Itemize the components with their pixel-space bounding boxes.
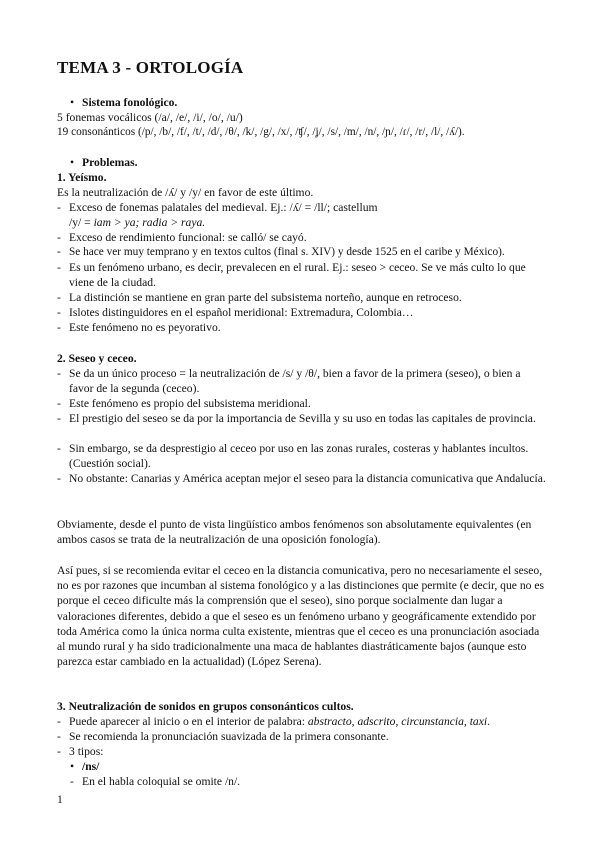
list-item: - La distinción se mantiene en gran parte del subsistema norteño, aunque en retroceso. (57, 291, 462, 304)
list-item: - 3 tipos: (57, 745, 104, 758)
list-item: - Este fenómeno es propio del subsistema meridional. (57, 397, 311, 410)
bullet-icon: • (70, 156, 75, 169)
list-item: - Exceso de rendimiento funcional: se calló/ se cayó. (57, 231, 307, 244)
dash-icon: - (57, 367, 61, 380)
dash-icon: - (57, 201, 61, 214)
list-item: - Puede aparecer al inicio o en el interior de palabra: abstracto, adscrito, circunstancia, taxi. (57, 715, 491, 728)
list-item: - Este fenómeno no es peyorativo. (57, 321, 221, 334)
list-item: - Exceso de fonemas palatales del medieval. Ej.: /ʎ/ = /ll/; castellum (57, 201, 378, 214)
vowel-phonemes-line: 5 fonemas vocálicos (/a/, /e/, /i/, /o/, /u/) (57, 111, 243, 124)
subsection-heading-seseo: 2. Seseo y ceceo. (57, 352, 137, 365)
list-item: - Sin embargo, se da desprestigio al ceceo por uso en las zonas rurales, costeras y hablantes incultos. (Cuestión social). (57, 442, 529, 471)
section-heading-problemas: Problemas. (82, 156, 138, 169)
list-item: - En el habla coloquial se omite /n/. (70, 775, 241, 788)
dash-icon: - (57, 730, 61, 743)
paragraph: Así pues, si se recomienda evitar el ceceo en la distancia comunicativa, pero no necesariamente el seseo, no es por razones que incumban al sistema fonológico y a las distinciones que permite (e decir, que no es porque el ceceo dificulte más la comprensión que el seseo), sino porque socialmente dan lugar a valoraciones diferentes, debido a que el seseo es un fenómeno urbano y geográficamente extendido por toda América como la única norma culta existente, mientras que el ceceo es una pronunciación asociada al mundo rural y ha sido tradicionalmente una maca de hablantes diastráticamente bajos (aunque esto parezca estar cambiado en la actualidad) (López Serena). (57, 564, 544, 669)
list-item: - Se hace ver muy temprano y en textos cultos (final s. XIV) y desde 1525 en el caribe y México). (57, 245, 547, 260)
list-item-sub: /y/ = iam > ya; radia > raya. (69, 216, 206, 229)
sub-heading-ns: /ns/ (82, 760, 100, 773)
dash-icon: - (57, 397, 61, 410)
consonant-phonemes-line: 19 consonánticos (/p/, /b/, /f/, /t/, /d/, /θ/, /k/, /g/, /x/, /ʧ/, /ʝ/, /s/, /m/, /n/, /ɲ/, /ɾ/, /r/, /l/, /ʎ/). (57, 126, 465, 138)
section-heading-sistema: Sistema fonológico. (82, 96, 178, 109)
page-title: TEMA 3 - ORTOLOGÍA (57, 58, 244, 77)
dash-icon: - (57, 745, 61, 758)
dash-icon: - (57, 442, 61, 455)
bullet-icon: • (70, 96, 75, 109)
list-item: - No obstante: Canarias y América aceptan mejor el seseo para la distancia comunicativa que Andalucía. (57, 472, 546, 485)
dash-icon: - (57, 321, 61, 334)
subsection-heading-yeismo: 1. Yeísmo. (57, 171, 107, 184)
dash-icon: - (57, 715, 61, 728)
list-item: - Se recomienda la pronunciación suavizada de la primera consonante. (57, 730, 389, 743)
dash-icon: - (57, 246, 61, 258)
list-item: - Es un fenómeno urbano, es decir, prevalecen en el rural. Ej.: seseo > ceceo. Se ve más culto lo que viene de la ciudad. (57, 261, 526, 290)
list-item: - Islotes distinguidores en el español meridional: Extremadura, Colombia… (57, 306, 414, 319)
bullet-icon: • (70, 760, 75, 773)
yeismo-intro: Es la neutralización de /ʎ/ y /y/ en favor de este último. (57, 186, 314, 199)
list-item: - El prestigio del seseo se da por la importancia de Sevilla y su uso en todas las capitales de provincia. (57, 412, 536, 425)
page-number: 1 (57, 793, 63, 806)
subsection-heading-neutralizacion: 3. Neutralización de sonidos en grupos consonánticos cultos. (57, 700, 354, 713)
dash-icon: - (57, 231, 61, 244)
dash-icon: - (57, 291, 61, 304)
dash-icon: - (57, 412, 61, 425)
paragraph: Obviamente, desde el punto de vista lingüístico ambos fenómenos son absolutamente equivalentes (en ambos casos se trata de la neutralización de una oposición fonología). (57, 518, 532, 547)
dash-icon: - (57, 472, 61, 485)
dash-icon: - (57, 306, 61, 319)
dash-icon: - (57, 261, 61, 274)
dash-icon: - (70, 775, 74, 788)
list-item: - Se da un único proceso = la neutralización de /s/ y /θ/, bien a favor de la primera (seseo), o bien a favor de la segunda (ceceo). (57, 367, 521, 396)
